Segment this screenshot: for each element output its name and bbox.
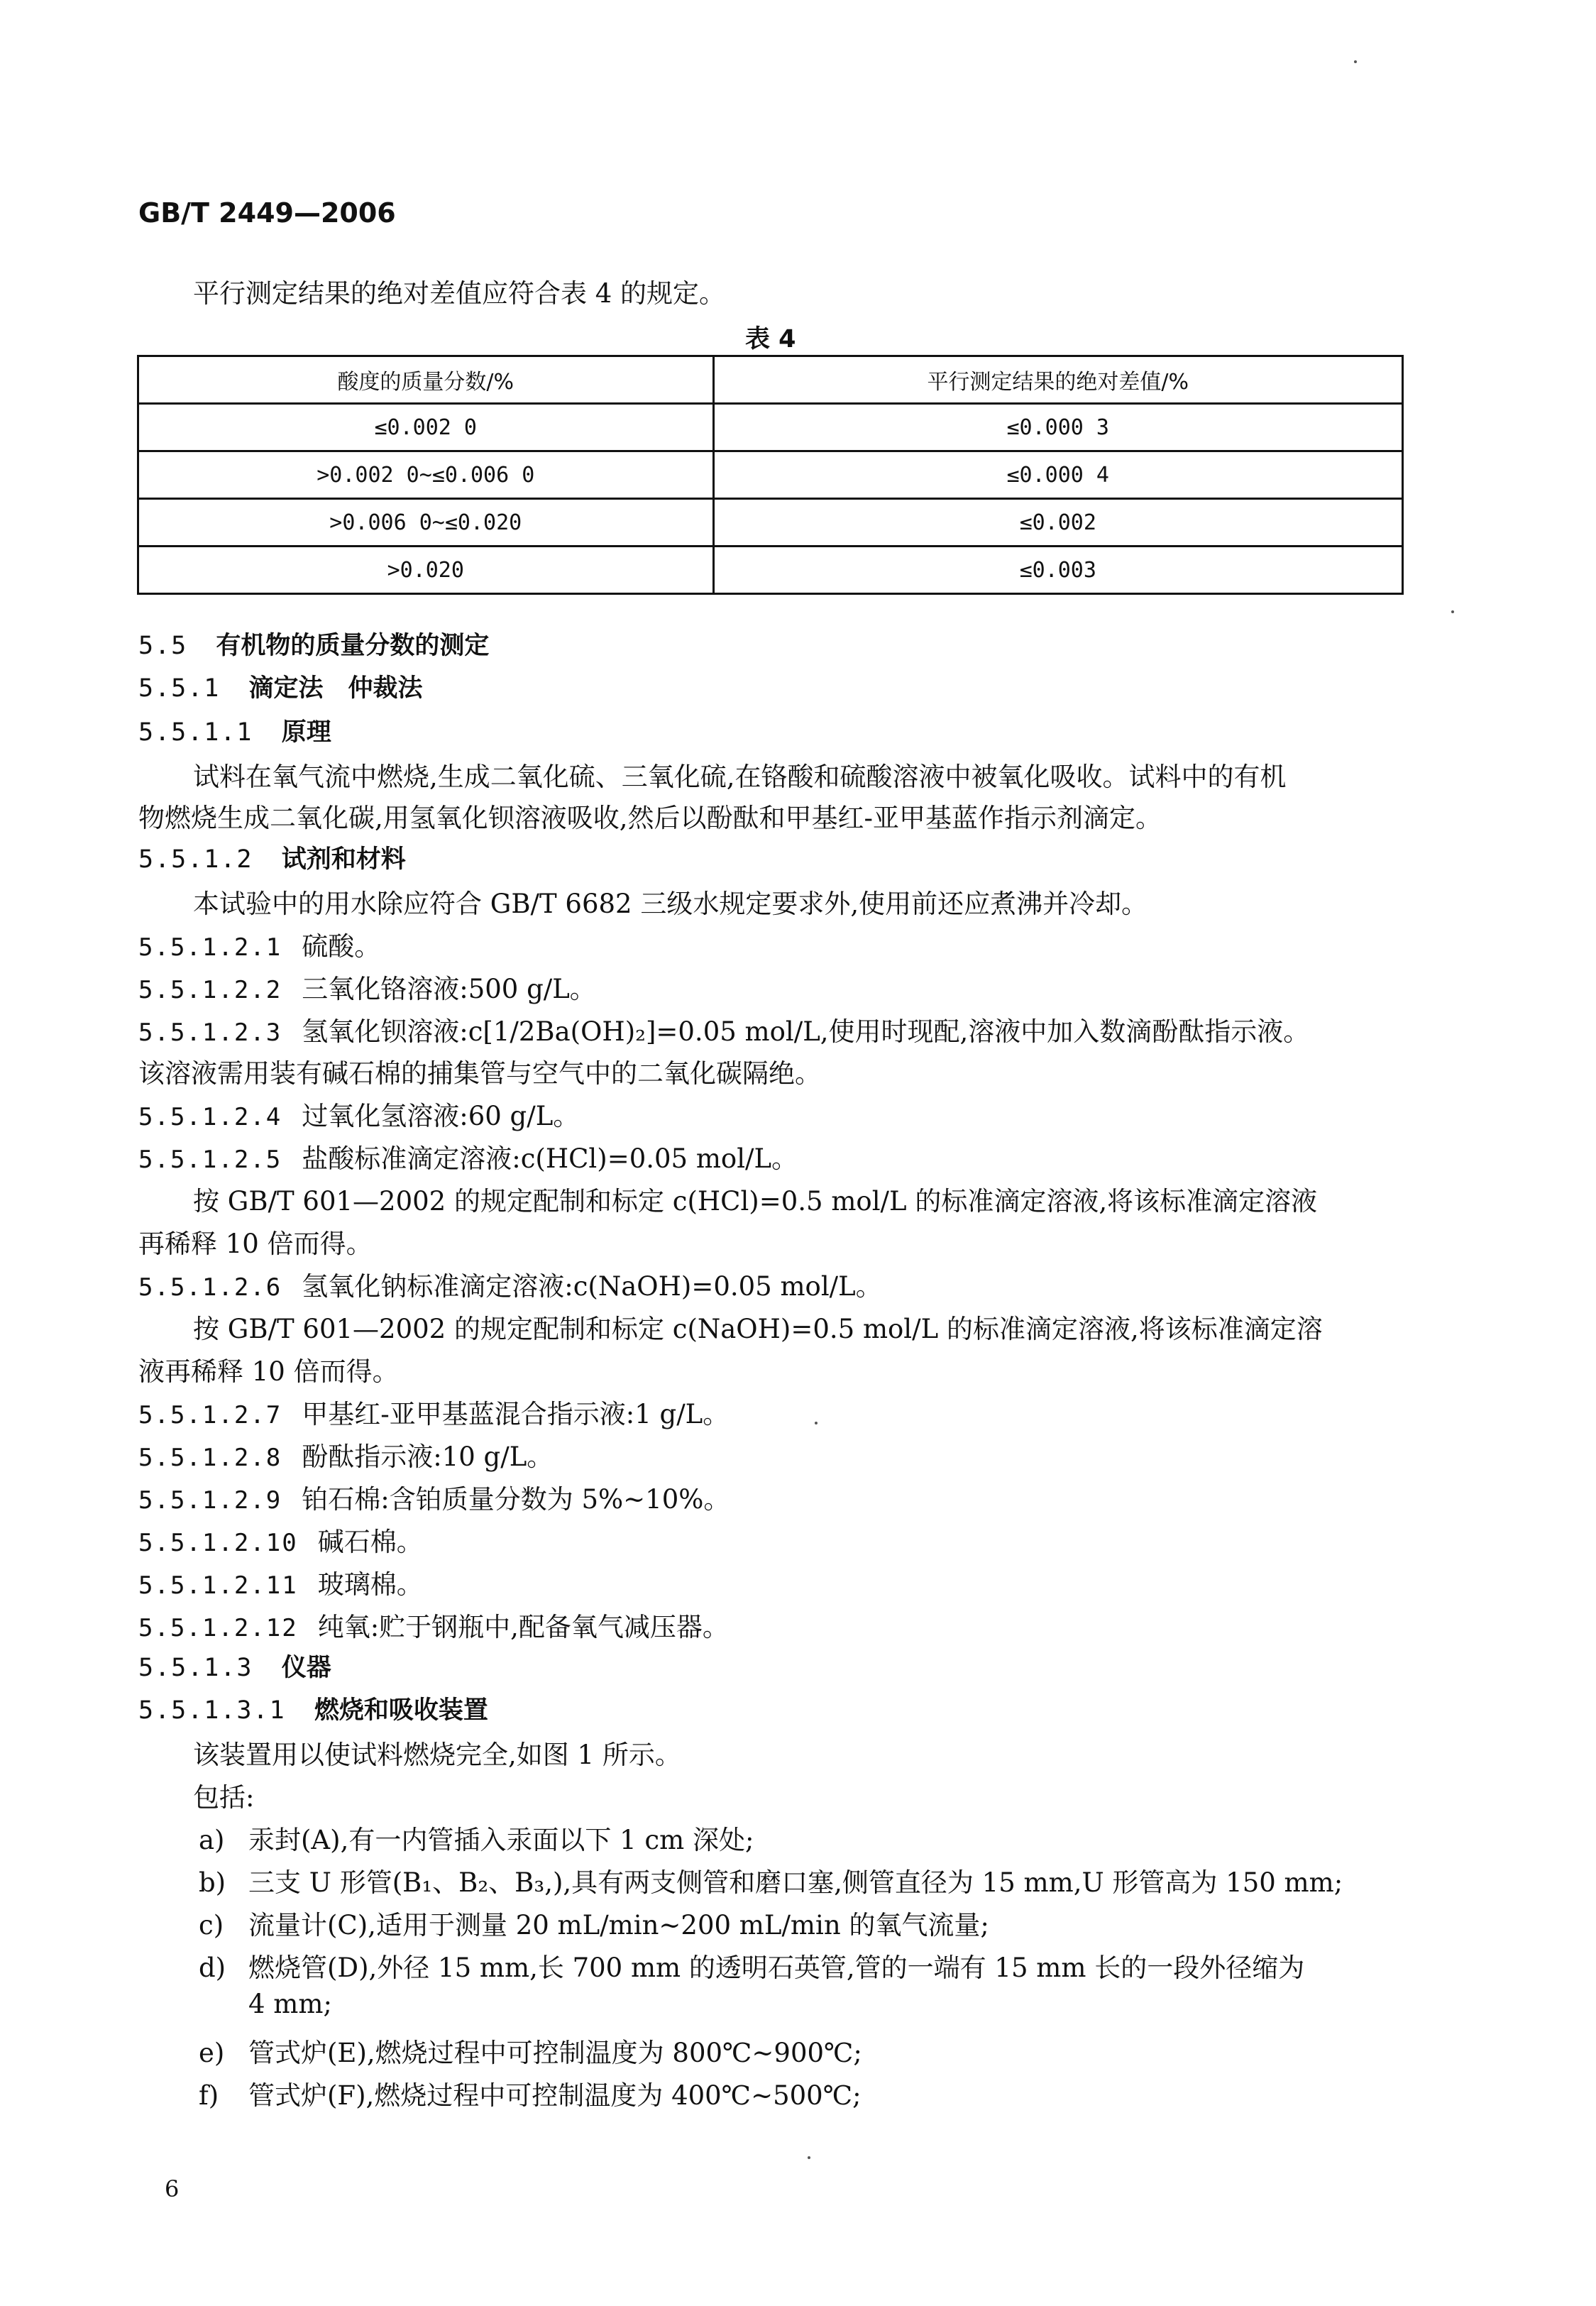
list-item bbox=[199, 1989, 332, 2019]
item-number: 5.5.1.2.7 bbox=[138, 1401, 282, 1429]
list-item bbox=[199, 1818, 754, 1857]
reagent-item bbox=[138, 1478, 730, 1516]
reagent-item bbox=[138, 1520, 423, 1559]
reagent-item bbox=[138, 1605, 729, 1644]
section-heading bbox=[138, 1648, 331, 1684]
reagent-item bbox=[138, 925, 380, 963]
table-cell: ≤0.000 4 bbox=[713, 451, 1403, 499]
page-number: 6 bbox=[165, 2175, 180, 2202]
results-table bbox=[137, 355, 1404, 595]
item-number: 5.5.1.2.8 bbox=[138, 1444, 282, 1472]
table-cell: >0.020 bbox=[138, 547, 714, 594]
table-header-cell: 酸度的质量分数/% bbox=[138, 356, 714, 404]
item-number: 5.5.1.2.10 bbox=[138, 1529, 298, 1557]
body-text: 该溶液需用装有碱石棉的捕集管与空气中的二氧化碳隔绝。 bbox=[138, 1058, 821, 1089]
item-number: 5.5.1.2.4 bbox=[138, 1103, 282, 1131]
list-label: f) bbox=[199, 2080, 219, 2111]
item-text: 过氧化氢溶液:60 g/L。 bbox=[302, 1101, 580, 1131]
item-text: 甲基红-亚甲基蓝混合指示液:1 g/L。 bbox=[302, 1399, 730, 1429]
scan-speck bbox=[808, 2156, 810, 2159]
section-title: 试剂和材料 bbox=[281, 845, 406, 874]
table-cell: >0.006 0~≤0.020 bbox=[138, 499, 714, 547]
body-text: 液再稀释 10 倍而得。 bbox=[138, 1356, 399, 1387]
item-text: 纯氧:贮于钢瓶中,配备氧气减压器。 bbox=[317, 1612, 729, 1642]
body-text: 该装置用以使试料燃烧完全,如图 1 所示。 bbox=[193, 1740, 681, 1770]
table-title: 表 4 bbox=[745, 325, 796, 353]
section-number: 5.5.1.1 bbox=[138, 718, 253, 747]
item-number: 5.5.1.2.1 bbox=[138, 933, 282, 962]
scan-speck bbox=[1451, 610, 1454, 613]
list-label: a) bbox=[199, 1825, 225, 1855]
reagent-item bbox=[138, 1265, 882, 1303]
body-text: 再稀释 10 倍而得。 bbox=[138, 1229, 373, 1259]
section-number: 5.5.1.3 bbox=[138, 1654, 253, 1682]
section-title: 滴定法 仲裁法 bbox=[248, 674, 423, 703]
item-number: 5.5.1.2.2 bbox=[138, 976, 282, 1004]
item-text: 碱石棉。 bbox=[317, 1527, 423, 1557]
list-item bbox=[199, 2074, 862, 2112]
table-row bbox=[138, 499, 1403, 547]
section-title: 原理 bbox=[281, 718, 331, 747]
list-label: d) bbox=[199, 1953, 226, 1983]
standard-code: GB/T 2449—2006 bbox=[138, 197, 396, 229]
table-row bbox=[138, 451, 1403, 499]
item-number: 5.5.1.2.5 bbox=[138, 1146, 282, 1174]
table-cell: ≤0.000 3 bbox=[713, 404, 1403, 451]
section-heading bbox=[138, 713, 331, 748]
body-text: 包括: bbox=[193, 1782, 255, 1813]
item-text: 三氧化铬溶液:500 g/L。 bbox=[302, 974, 596, 1004]
list-text: 汞封(A),有一内管插入汞面以下 1 cm 深处; bbox=[248, 1825, 754, 1855]
table-row bbox=[138, 547, 1403, 594]
list-text: 管式炉(F),燃烧过程中可控制温度为 400℃~500℃; bbox=[248, 2080, 862, 2111]
reagent-item bbox=[138, 1094, 579, 1133]
scan-speck bbox=[815, 1422, 818, 1424]
reagent-item bbox=[138, 1010, 1309, 1048]
item-number: 5.5.1.2.9 bbox=[138, 1486, 282, 1515]
table-cell: ≤0.002 bbox=[713, 499, 1403, 547]
reagent-item bbox=[138, 967, 596, 1006]
item-text: 硫酸。 bbox=[302, 931, 381, 962]
item-number: 5.5.1.2.11 bbox=[138, 1571, 298, 1600]
section-heading bbox=[138, 1691, 488, 1726]
list-item bbox=[199, 1861, 1343, 1899]
list-label: b) bbox=[199, 1867, 226, 1898]
table-cell: ≤0.002 0 bbox=[138, 404, 714, 451]
item-text: 盐酸标准滴定溶液:c(HCl)=0.05 mol/L。 bbox=[302, 1143, 798, 1174]
reagent-item bbox=[138, 1435, 553, 1473]
table-row bbox=[138, 404, 1403, 451]
table-cell: >0.002 0~≤0.006 0 bbox=[138, 451, 714, 499]
item-number: 5.5.1.2.12 bbox=[138, 1614, 298, 1642]
section-title: 有机物的质量分数的测定 bbox=[216, 632, 490, 660]
section-number: 5.5.1.2 bbox=[138, 845, 253, 874]
list-text: 流量计(C),适用于测量 20 mL/min~200 mL/min 的氧气流量; bbox=[248, 1910, 989, 1940]
item-number: 5.5.1.2.3 bbox=[138, 1019, 282, 1047]
table-header-cell: 平行测定结果的绝对差值/% bbox=[713, 356, 1403, 404]
section-title: 仪器 bbox=[281, 1654, 331, 1682]
reagent-item bbox=[138, 1563, 423, 1601]
item-number: 5.5.1.2.6 bbox=[138, 1273, 282, 1302]
item-text: 铂石棉:含铂质量分数为 5%~10%。 bbox=[302, 1484, 730, 1515]
item-text: 氢氧化钠标准滴定溶液:c(NaOH)=0.05 mol/L。 bbox=[302, 1271, 882, 1302]
body-text: 按 GB/T 601—2002 的规定配制和标定 c(NaOH)=0.5 mol/L 的标准滴定溶液,将该标准滴定溶 bbox=[193, 1314, 1323, 1344]
item-text: 玻璃棉。 bbox=[317, 1569, 423, 1600]
body-text: 物燃烧生成二氧化碳,用氢氧化钡溶液吸收,然后以酚酞和甲基红-亚甲基蓝作指示剂滴定。 bbox=[138, 803, 1162, 833]
list-item bbox=[199, 1904, 989, 1942]
table-header-row bbox=[138, 356, 1403, 404]
intro-paragraph: 平行测定结果的绝对差值应符合表 4 的规定。 bbox=[193, 278, 726, 309]
body-text: 本试验中的用水除应符合 GB/T 6682 三级水规定要求外,使用前还应煮沸并冷却。 bbox=[193, 889, 1148, 919]
list-text: 燃烧管(D),外径 15 mm,长 700 mm 的透明石英管,管的一端有 15 mm 长的一段外径缩为 bbox=[248, 1953, 1305, 1983]
section-number: 5.5 bbox=[138, 632, 188, 660]
section-number: 5.5.1 bbox=[138, 674, 221, 703]
body-text: 按 GB/T 601—2002 的规定配制和标定 c(HCl)=0.5 mol/L 的标准滴定溶液,将该标准滴定溶液 bbox=[193, 1186, 1318, 1217]
section-heading bbox=[138, 626, 489, 661]
list-text: 4 mm; bbox=[248, 1989, 332, 2019]
body-text: 试料在氧气流中燃烧,生成二氧化硫、三氧化硫,在铬酸和硫酸溶液中被氧化吸收。试料中的有机 bbox=[193, 762, 1287, 792]
list-label: e) bbox=[199, 2038, 225, 2068]
list-text: 三支 U 形管(B₁、B₂、B₃,),具有两支侧管和磨口塞,侧管直径为 15 mm,U 形管高为 150 mm; bbox=[248, 1867, 1343, 1898]
list-text: 管式炉(E),燃烧过程中可控制温度为 800℃~900℃; bbox=[248, 2038, 862, 2068]
table-cell: ≤0.003 bbox=[713, 547, 1403, 594]
list-label: c) bbox=[199, 1910, 224, 1940]
section-heading bbox=[138, 840, 406, 875]
list-item bbox=[199, 1946, 1304, 1984]
section-heading bbox=[138, 669, 423, 704]
section-number: 5.5.1.3.1 bbox=[138, 1696, 286, 1725]
scan-speck bbox=[1354, 60, 1357, 63]
reagent-item bbox=[138, 1137, 798, 1175]
section-title: 燃烧和吸收装置 bbox=[314, 1696, 488, 1725]
reagent-item bbox=[138, 1393, 729, 1431]
item-text: 氢氧化钡溶液:c[1/2Ba(OH)₂]=0.05 mol/L,使用时现配,溶液中加入数滴酚酞指示液。 bbox=[302, 1016, 1310, 1047]
item-text: 酚酞指示液:10 g/L。 bbox=[302, 1442, 554, 1472]
list-item bbox=[199, 2031, 862, 2070]
